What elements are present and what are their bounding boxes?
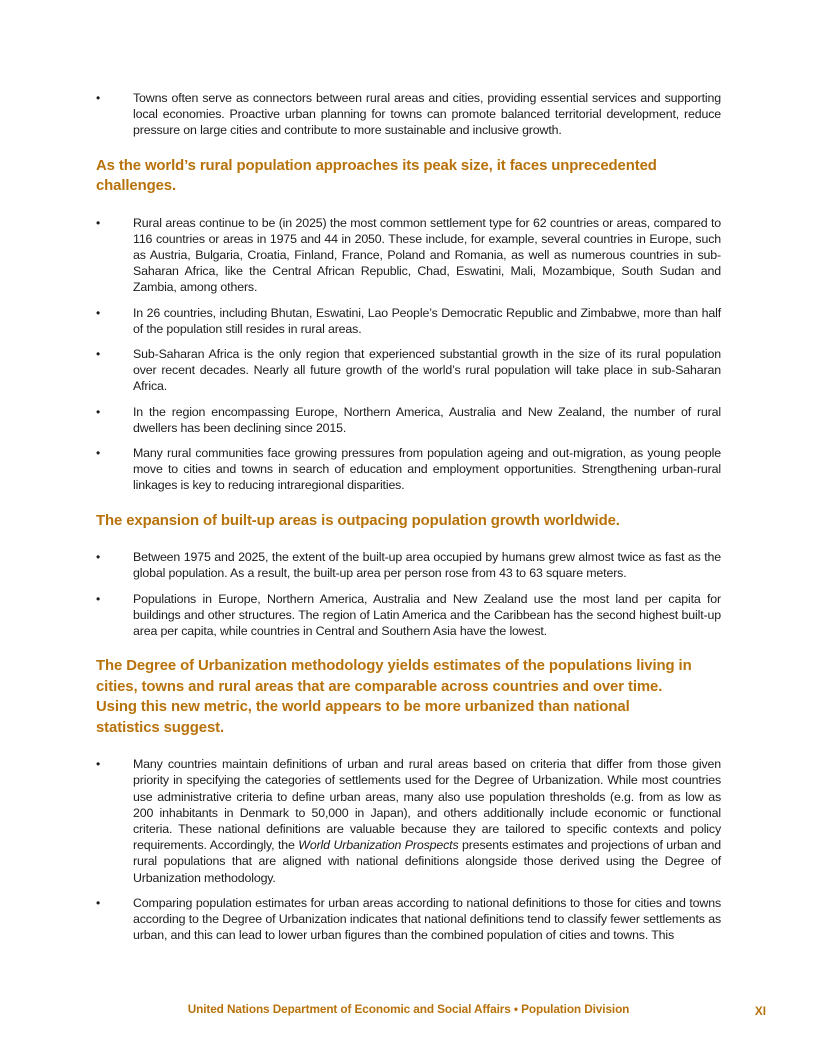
bullet-icon: • xyxy=(96,305,101,320)
built-up-areas-bullet-list xyxy=(96,549,721,639)
bullet-text-segment: presents estimates and projections of urban and rural populations that are aligned with national definitions alongside those derived using the Degree of Urbanization methodology. xyxy=(133,838,721,885)
bullet-text: In 26 countries, including Bhutan, Eswatini, Lao People’s Democratic Republic and Zimbabwe, more than half of the population still resides in rural areas. xyxy=(133,305,721,336)
list-item xyxy=(96,215,721,296)
degree-of-urbanization-bullet-list xyxy=(96,756,721,943)
section-heading-rural-population-peak: As the world’s rural population approaches its peak size, it faces unprecedented challenges. xyxy=(96,157,657,195)
bullet-text: Populations in Europe, Northern America, Australia and New Zealand use the most land per capita for buildings and other structures. The region of Latin America and the Caribbean has the second highest built-up area per capita, while countries in Central and Southern Asia have the lowest. xyxy=(133,591,721,638)
bullet-text: Between 1975 and 2025, the extent of the built-up area occupied by humans grew almost twice as fast as the global population. As a result, the built-up area per person rose from 43 to 63 square meters. xyxy=(133,550,721,581)
page-content xyxy=(96,90,721,952)
bullet-icon: • xyxy=(96,91,101,105)
intro-bullet-list xyxy=(96,90,721,139)
list-item xyxy=(96,549,721,581)
list-item xyxy=(96,756,721,886)
list-item xyxy=(96,445,721,494)
bullet-icon: • xyxy=(96,895,101,910)
list-item xyxy=(96,90,721,139)
page-footer xyxy=(96,1000,721,1018)
bullet-icon: • xyxy=(96,347,101,362)
list-item xyxy=(96,346,721,395)
bullet-text xyxy=(133,756,721,886)
bullet-text: Sub-Saharan Africa is the only region that experienced substantial growth in the size of its rural population over recent decades. Nearly all future growth of the world’s rural population will take place in sub-Saharan Africa. xyxy=(133,347,721,394)
bullet-text-segment: Many countries maintain definitions of urban and rural areas based on criteria that differ from those given priority in specifying the categories of settlements used for the Degree of Urbanization. While most countries use administrative criteria to define urban areas, many also use population thresholds (e.g. from as low as 200 inhabitants in Denmark to 50,000 in Japan), and others additionally include economic or functional criteria. These national definitions are valuable because they are tailored to specific contexts and policy requirements. Accordingly, the xyxy=(133,757,721,853)
bullet-icon: • xyxy=(96,591,101,606)
page-number: XI xyxy=(754,1004,766,1018)
list-item xyxy=(96,895,721,944)
bullet-icon: • xyxy=(96,757,101,772)
section-heading-degree-of-urbanization: The Degree of Urbanization methodology yields estimates of the populations living in cities, towns and rural areas that are comparable across countries and over time. Using this new metric, the world appears to be more urbanized than national statistics suggest. xyxy=(96,658,692,736)
footer-text: United Nations Department of Economic and Social Affairs • Population Division xyxy=(187,1002,630,1016)
bullet-text: Towns often serve as connectors between rural areas and cities, providing essential services and supporting local economies. Proactive urban planning for towns can promote balanced territorial development, reduce pressure on large cities and contribute to more sustainable and inclusive growth. xyxy=(133,91,721,138)
list-item xyxy=(96,591,721,640)
section-heading-built-up-areas: The expansion of built-up areas is outpacing population growth worldwide. xyxy=(96,512,620,529)
bullet-text: Comparing population estimates for urban areas according to national definitions to those for cities and towns according to the Degree of Urbanization indicates that national definitions tend to classify fewer settlements as urban, and this can lead to lower urban figures than the combined population of cities and towns. This xyxy=(133,895,721,943)
list-item xyxy=(96,404,721,436)
rural-population-bullet-list xyxy=(96,215,721,494)
bullet-icon: • xyxy=(96,215,101,230)
list-item xyxy=(96,305,721,337)
bullet-icon: • xyxy=(96,404,101,419)
bullet-text: In the region encompassing Europe, Northern America, Australia and New Zealand, the number of rural dwellers has been declining since 2015. xyxy=(133,404,721,435)
bullet-text: Many rural communities face growing pressures from population ageing and out-migration, as young people move to cities and towns in search of education and employment opportunities. Strengthening urban-rural linkages is key to reducing intraregional disparities. xyxy=(133,446,721,493)
bullet-icon: • xyxy=(96,550,101,565)
bullet-text: Rural areas continue to be (in 2025) the most common settlement type for 62 countries or areas, compared to 116 countries or areas in 1975 and 44 in 2050. These include, for example, several countries in Europe, such as Austria, Bulgaria, Croatia, Finland, France, Poland and Romania, as well as numerous countries in sub-Saharan Africa, like the Central African Republic, Chad, Eswatini, Mali, Mozambique, South Sudan and Zambia, among others. xyxy=(133,215,721,295)
italic-publication-title: World Urbanization Prospects xyxy=(298,838,459,853)
bullet-icon: • xyxy=(96,446,101,461)
